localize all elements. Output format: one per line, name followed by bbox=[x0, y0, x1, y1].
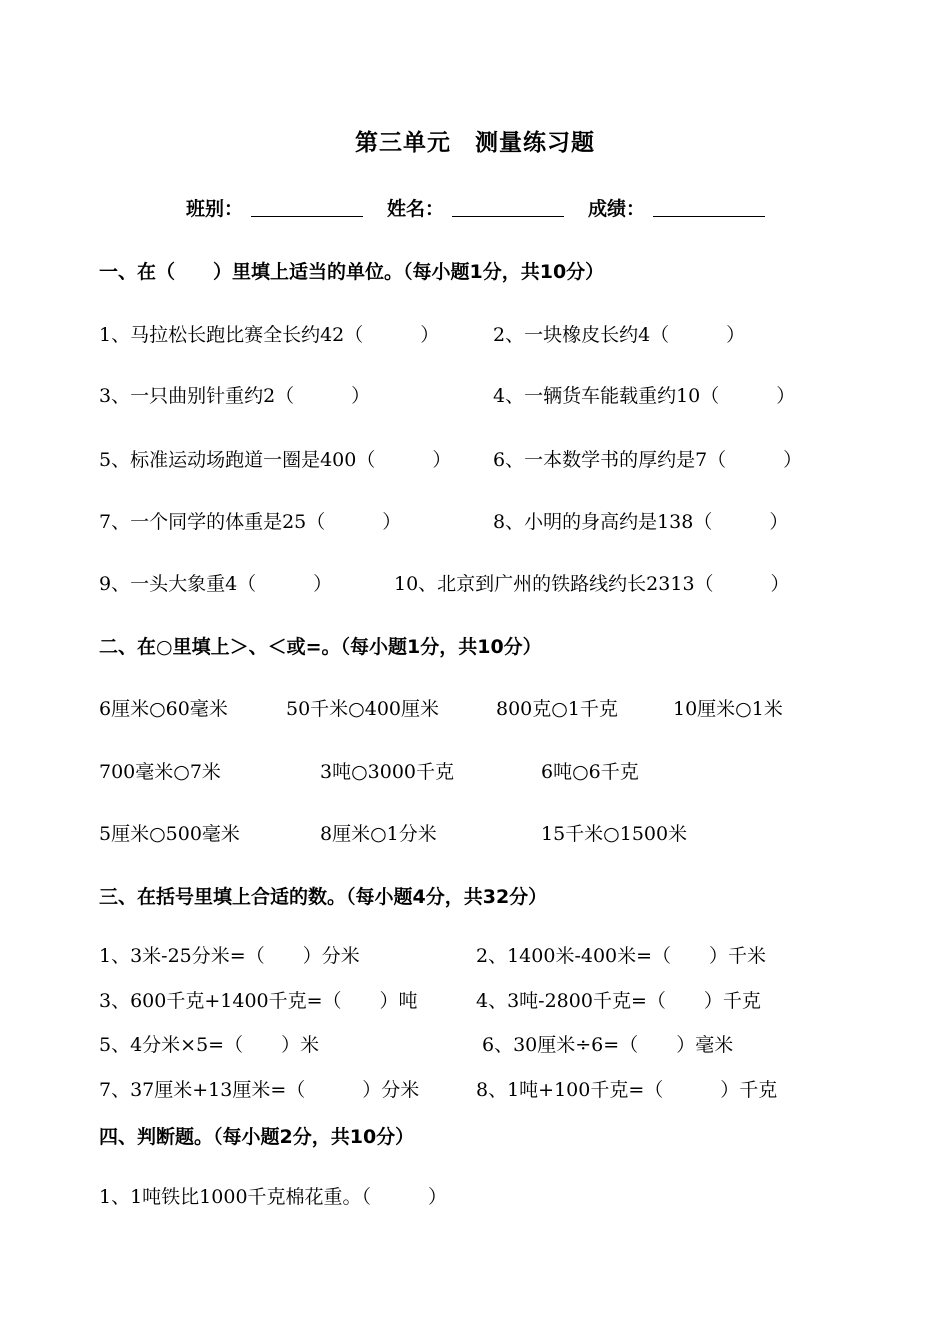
s2-item-7: 6吨○6千克 bbox=[541, 761, 639, 783]
s4-question-1: 1、1吨铁比1000千克棉花重。（ ） bbox=[99, 1186, 448, 1208]
s2-item-2: 50千米○400厘米 bbox=[286, 698, 440, 720]
s2-item-9: 8厘米○1分米 bbox=[320, 823, 437, 845]
s3-question-8: 8、1吨+100千克=（ ）千克 bbox=[476, 1079, 778, 1101]
s1-question-8: 8、小明的身高约是138（ ） bbox=[493, 511, 789, 533]
s3-question-7: 7、37厘米+13厘米=（ ）分米 bbox=[99, 1079, 420, 1101]
s2-item-10: 15千米○1500米 bbox=[541, 823, 688, 845]
s1-question-10: 10、北京到广州的铁路线约长2313（ ） bbox=[394, 573, 790, 595]
class-label: 班别： bbox=[186, 198, 244, 220]
s3-question-6: 6、30厘米÷6=（ ）毫米 bbox=[482, 1034, 734, 1056]
s2-item-1: 6厘米○60毫米 bbox=[99, 698, 228, 720]
s2-item-8: 5厘米○500毫米 bbox=[99, 823, 240, 845]
s3-question-2: 2、1400米-400米=（ ）千米 bbox=[476, 945, 767, 967]
section-4-heading: 四、判断题。（每小题2分，共10分） bbox=[99, 1126, 415, 1148]
s3-question-1: 1、3米-25分米=（ ）分米 bbox=[99, 945, 360, 967]
s3-question-5: 5、4分米×5=（ ）米 bbox=[99, 1034, 320, 1056]
s3-question-3: 3、600千克+1400千克=（ ）吨 bbox=[99, 990, 418, 1012]
s1-question-3: 3、一只曲别针重约2（ ） bbox=[99, 385, 371, 407]
s2-item-3: 800克○1千克 bbox=[496, 698, 618, 720]
s1-question-6: 6、一本数学书的厚约是7（ ） bbox=[493, 449, 803, 471]
s3-question-4: 4、3吨-2800千克=（ ）千克 bbox=[476, 990, 761, 1012]
section-1-heading: 一、在（ ）里填上适当的单位。（每小题1分，共10分） bbox=[99, 261, 605, 283]
section-3-heading: 三、在括号里填上合适的数。（每小题4分，共32分） bbox=[99, 886, 548, 908]
section-2-heading: 二、在○里填上＞、＜或=。（每小题1分，共10分） bbox=[99, 636, 542, 658]
score-label: 成绩： bbox=[588, 198, 646, 220]
s1-question-4: 4、一辆货车能载重约10（ ） bbox=[493, 385, 796, 407]
s1-question-9: 9、一头大象重4（ ） bbox=[99, 573, 333, 595]
page-title: 第三单元 测量练习题 bbox=[355, 130, 595, 156]
s2-item-6: 3吨○3000千克 bbox=[320, 761, 455, 783]
class-blank[interactable] bbox=[251, 216, 363, 217]
name-blank[interactable] bbox=[452, 216, 564, 217]
s2-item-5: 700毫米○7米 bbox=[99, 761, 221, 783]
s1-question-1: 1、马拉松长跑比赛全长约42（ ） bbox=[99, 324, 440, 346]
score-blank[interactable] bbox=[653, 216, 765, 217]
s1-question-5: 5、标准运动场跑道一圈是400（ ） bbox=[99, 449, 452, 471]
s2-item-4: 10厘米○1米 bbox=[673, 698, 783, 720]
name-label: 姓名： bbox=[387, 198, 445, 220]
s1-question-7: 7、一个同学的体重是25（ ） bbox=[99, 511, 402, 533]
s1-question-2: 2、一块橡皮长约4（ ） bbox=[493, 324, 746, 346]
